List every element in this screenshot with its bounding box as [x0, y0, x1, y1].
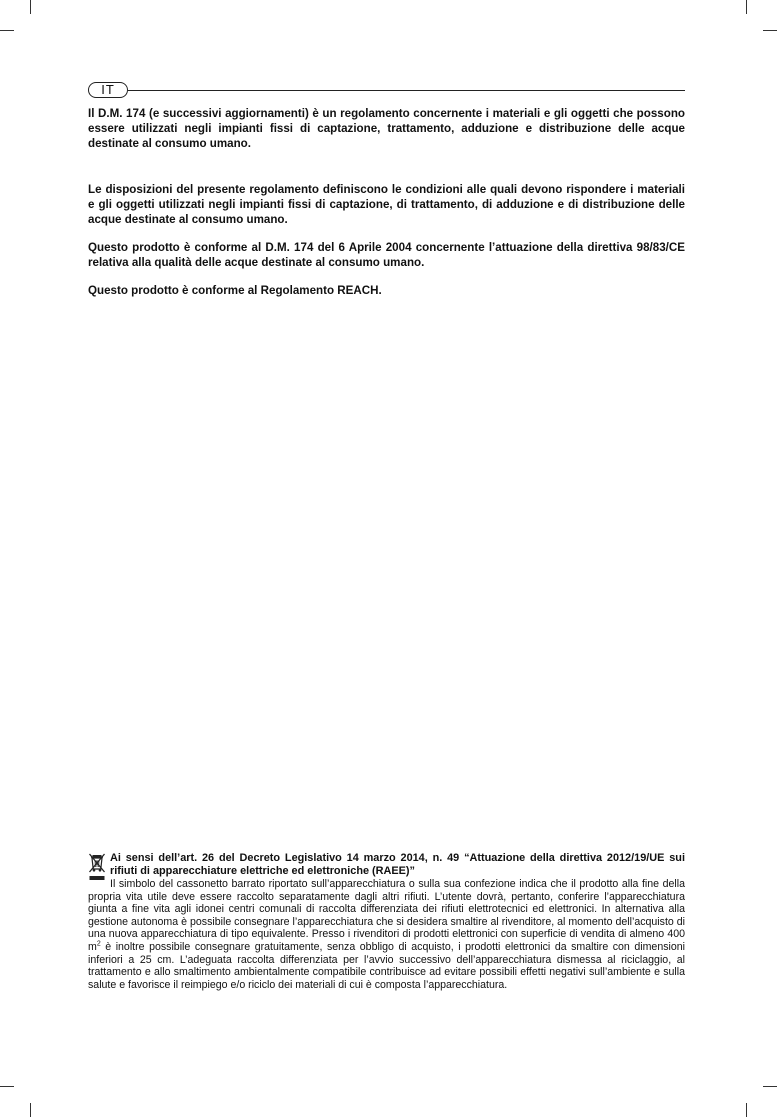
language-header	[88, 82, 685, 100]
crop-mark	[763, 30, 777, 31]
paragraph-conformity-dm174: Questo prodotto è conforme al D.M. 174 del 6 Aprile 2004 concernente l’attuazione della direttiva 98/83/CE relativa alla qualità delle acque destinate al consumo umano.	[88, 241, 685, 269]
crop-mark	[30, 0, 31, 14]
crop-mark	[0, 30, 14, 31]
weee-body-text: Il simbolo del cassonetto barrato riportato sull’apparecchiatura o sulla sua confezione indica che il prodotto alla fine della propria vita utile deve essere raccolto separatamente dagli altri rifiuti. L’utente dovrà, pertanto, conferire l’apparecchiatura giunta a fine vita agli idonei centri comunali di raccolta differenziata dei rifiuti elettrotecnici ed elettronici. In alternativa alla gestione autonoma è possibile consegnare l’apparecchiatura che si desidera smaltire al rivenditore, al momento dell’acquisto di una nuova apparecchiatura di tipo equivalente. Presso i rivenditori di prodotti elettronici con superficie di vendita di almeno 400 $m^2$ è inoltre possibile consegnare gratuitamente, senza obbligo di acquisto, i prodotti elettronici da smaltire con dimensioni inferiori a 25 cm. L’adeguata raccolta differenziata per l’avvio successivo dell’apparecchiatura dismessa al riciclaggio, al trattamento e allo smaltimento ambientalmente compatibile contribuisce ad evitare possibili effetti negativi sull’ambiente e sulla salute e favorisce il reimpiego e/o riciclo dei materiali di cui è composta l’apparecchiatura.	[88, 878, 685, 991]
crop-mark	[746, 0, 747, 14]
crop-mark	[0, 1086, 14, 1087]
header-rule	[128, 90, 685, 91]
crop-mark	[746, 1103, 747, 1117]
paragraph-conformity-reach: Questo prodotto è conforme al Regolamento REACH.	[88, 284, 382, 297]
paragraph-dm174-intro: Il D.M. 174 (e successivi aggiornamenti) è un regolamento concernente i materiali e gli oggetti che possono essere utilizzati negli impianti fissi di captazione, trattamento, adduzione e distribuzione delle acque destinate al consumo umano.	[88, 107, 685, 150]
weee-heading: Ai sensi dell’art. 26 del Decreto Legislativo 14 marzo 2014, n. 49 “Attuazione della direttiva 2012/19/UE sui rifiuti di apparecchiature elettriche ed elettroniche (RAEE)”	[88, 852, 685, 878]
crop-mark	[763, 1086, 777, 1087]
language-badge: IT	[88, 82, 128, 98]
weee-notice	[88, 852, 685, 991]
main-content	[88, 106, 685, 298]
crossed-out-wheelie-bin-icon	[88, 852, 106, 883]
paragraph-regulation-conditions: Le disposizioni del presente regolamento definiscono le condizioni alle quali devono rispondere i materiali e gli oggetti utilizzati negli impianti fissi di captazione, di trattamento, di adduzione e di distribuzione delle acque destinate al consumo umano.	[88, 183, 685, 226]
crop-mark	[30, 1103, 31, 1117]
